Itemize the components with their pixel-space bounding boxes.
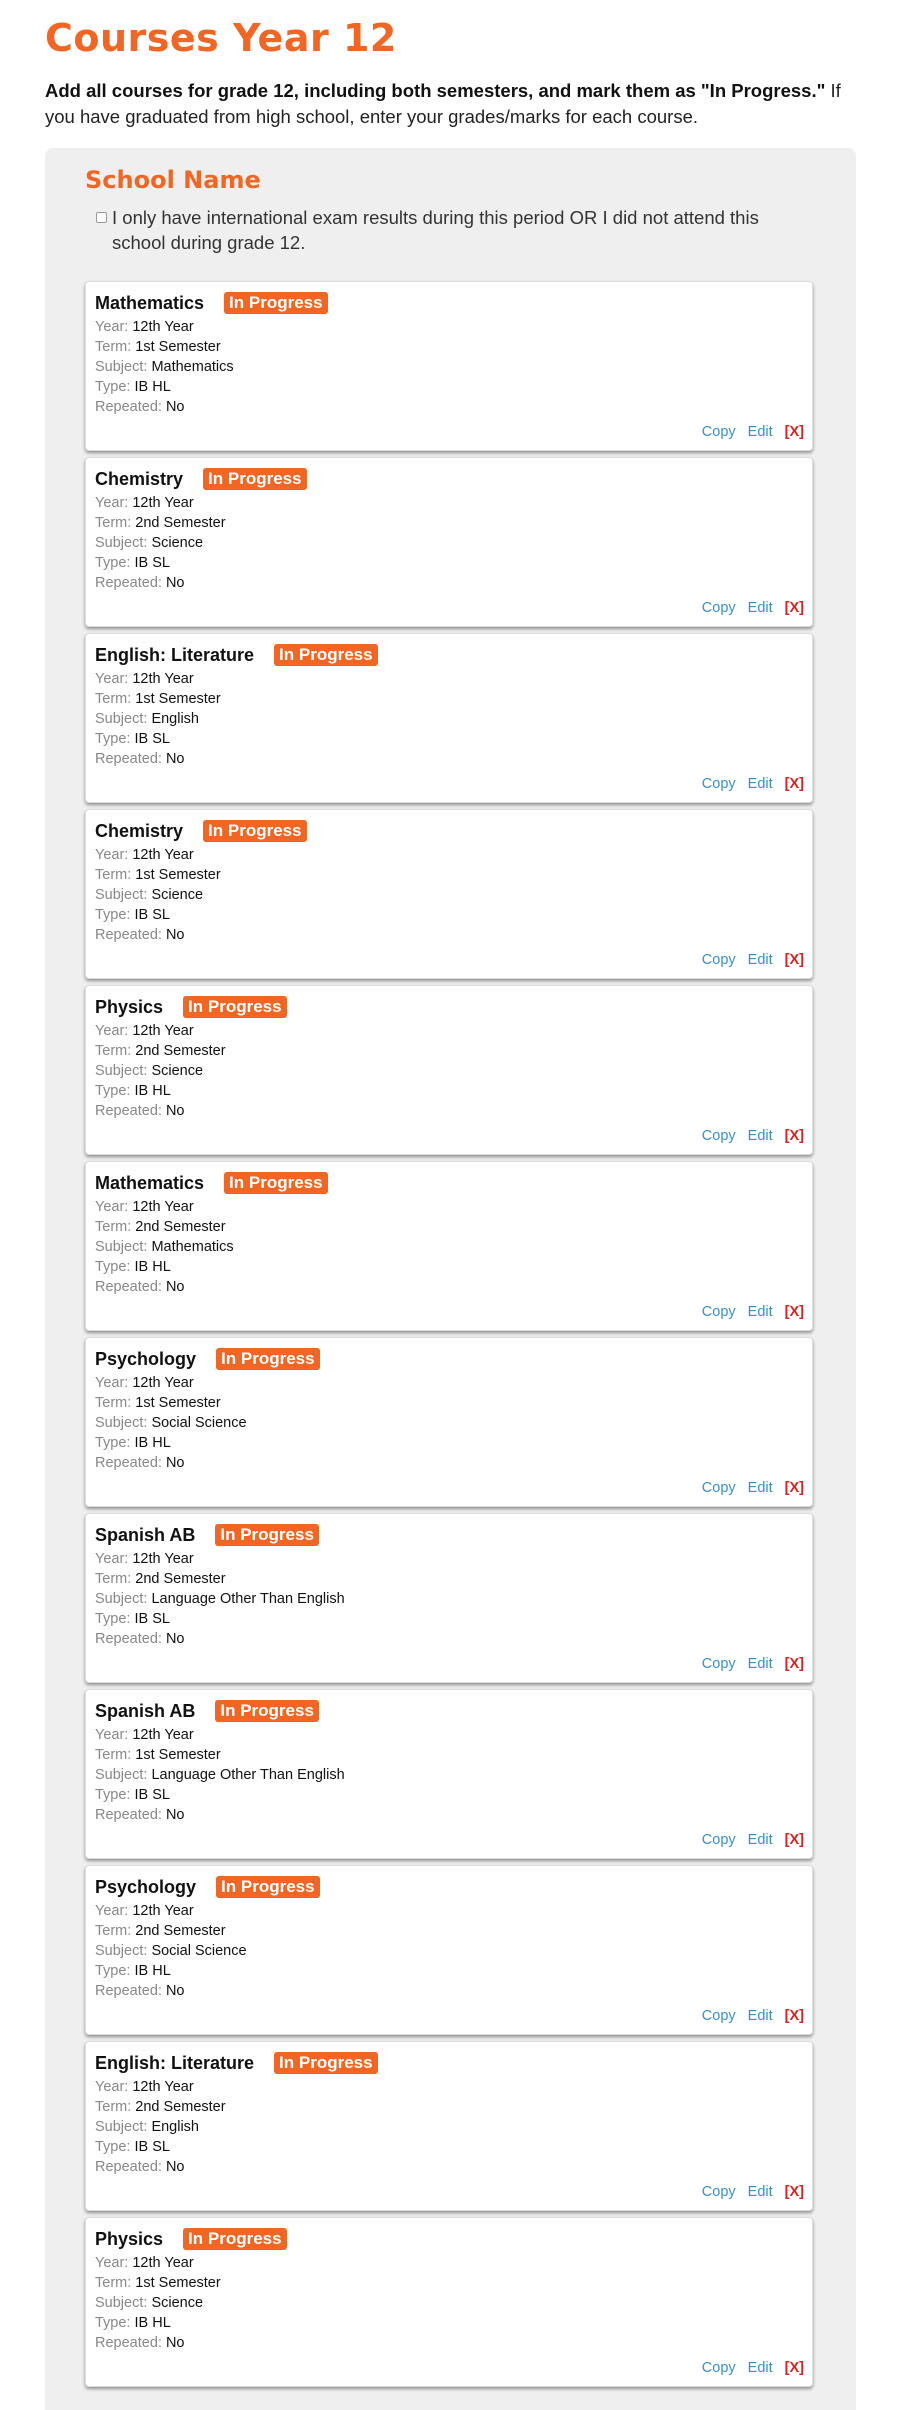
course-type-label: Type: xyxy=(95,555,131,571)
course-year-value: 12th Year xyxy=(132,495,194,511)
course-card-header xyxy=(95,292,328,314)
course-subject-row xyxy=(95,357,234,377)
course-card xyxy=(85,1513,813,1683)
course-details xyxy=(95,1549,345,1649)
copy-course-link[interactable]: Copy xyxy=(701,1832,736,1848)
course-subject-row xyxy=(95,1765,345,1785)
copy-course-link[interactable]: Copy xyxy=(701,2008,736,2024)
course-subject-row xyxy=(95,885,221,905)
course-subject-value: Social Science xyxy=(151,1943,247,1959)
course-card-header xyxy=(95,2052,378,2074)
course-year-value: 12th Year xyxy=(132,2255,194,2271)
copy-course-link[interactable]: Copy xyxy=(701,424,736,440)
course-actions xyxy=(690,2184,804,2200)
course-card xyxy=(85,1161,813,1331)
copy-course-link[interactable]: Copy xyxy=(701,1480,736,1496)
course-name: English: Literature xyxy=(95,644,255,665)
course-type-value: IB SL xyxy=(134,1611,170,1627)
course-repeated-row xyxy=(95,1981,247,2001)
delete-course-link[interactable]: [X] xyxy=(784,2008,804,2024)
course-card-header xyxy=(95,1524,319,1546)
course-subject-value: Science xyxy=(151,2295,204,2311)
course-type-value: IB HL xyxy=(134,1259,171,1275)
course-actions xyxy=(690,952,804,968)
course-name: Mathematics xyxy=(95,292,205,313)
course-term-value: 1st Semester xyxy=(135,1747,221,1763)
course-actions xyxy=(690,1128,804,1144)
course-name: Spanish AB xyxy=(95,1700,196,1721)
course-year-row xyxy=(95,2253,221,2273)
course-year-label: Year: xyxy=(95,1023,129,1039)
status-badge: In Progress xyxy=(215,1524,319,1546)
edit-course-link[interactable]: Edit xyxy=(747,1832,773,1848)
course-card-header xyxy=(95,2228,287,2250)
course-name: Physics xyxy=(95,996,164,1017)
course-name: Spanish AB xyxy=(95,1524,196,1545)
course-subject-label: Subject: xyxy=(95,359,148,375)
course-type-value: IB HL xyxy=(134,2315,171,2331)
course-repeated-row xyxy=(95,2333,221,2353)
course-term-label: Term: xyxy=(95,2099,132,2115)
course-term-label: Term: xyxy=(95,1747,132,1763)
course-type-value: IB SL xyxy=(134,907,170,923)
course-year-label: Year: xyxy=(95,2079,129,2095)
course-subject-label: Subject: xyxy=(95,535,148,551)
course-term-row xyxy=(95,1921,247,1941)
course-subject-value: Science xyxy=(151,1063,204,1079)
course-type-row xyxy=(95,1257,234,1277)
delete-course-link[interactable]: [X] xyxy=(784,2360,804,2376)
course-year-value: 12th Year xyxy=(132,1199,194,1215)
course-repeated-label: Repeated: xyxy=(95,1807,162,1823)
course-term-value: 2nd Semester xyxy=(135,1219,226,1235)
course-type-value: IB HL xyxy=(134,379,171,395)
course-type-row xyxy=(95,2137,226,2157)
delete-course-link[interactable]: [X] xyxy=(784,1832,804,1848)
course-repeated-label: Repeated: xyxy=(95,1103,162,1119)
school-panel xyxy=(45,148,856,2410)
course-term-value: 1st Semester xyxy=(135,339,221,355)
course-details xyxy=(95,1373,247,1473)
course-year-row xyxy=(95,1549,345,1569)
course-type-label: Type: xyxy=(95,731,131,747)
copy-course-link[interactable]: Copy xyxy=(701,1304,736,1320)
course-repeated-row xyxy=(95,1277,234,1297)
course-year-label: Year: xyxy=(95,1551,129,1567)
copy-course-link[interactable]: Copy xyxy=(701,2184,736,2200)
course-name: Chemistry xyxy=(95,468,184,489)
course-type-label: Type: xyxy=(95,2315,131,2331)
course-term-row xyxy=(95,689,221,709)
course-term-row xyxy=(95,1217,234,1237)
page-intro xyxy=(45,78,865,130)
page-title: Courses Year 12 xyxy=(45,16,397,60)
course-subject-row xyxy=(95,1589,345,1609)
course-name: Chemistry xyxy=(95,820,184,841)
course-actions xyxy=(690,776,804,792)
course-subject-row xyxy=(95,1413,247,1433)
course-subject-label: Subject: xyxy=(95,1591,148,1607)
course-repeated-value: No xyxy=(165,399,185,415)
course-repeated-value: No xyxy=(165,575,185,591)
course-subject-row xyxy=(95,533,226,553)
course-type-label: Type: xyxy=(95,1787,131,1803)
course-type-label: Type: xyxy=(95,2139,131,2155)
status-badge: In Progress xyxy=(274,644,378,666)
course-repeated-label: Repeated: xyxy=(95,399,162,415)
course-type-label: Type: xyxy=(95,1083,131,1099)
course-repeated-row xyxy=(95,2157,226,2177)
delete-course-link[interactable]: [X] xyxy=(784,424,804,440)
course-repeated-row xyxy=(95,925,221,945)
course-type-label: Type: xyxy=(95,1435,131,1451)
course-repeated-value: No xyxy=(165,2159,185,2175)
course-card xyxy=(85,985,813,1155)
course-subject-label: Subject: xyxy=(95,1943,148,1959)
course-term-label: Term: xyxy=(95,1219,132,1235)
course-term-label: Term: xyxy=(95,691,132,707)
course-subject-value: Science xyxy=(151,887,204,903)
course-subject-value: English xyxy=(151,2119,199,2135)
course-term-label: Term: xyxy=(95,1571,132,1587)
course-term-value: 1st Semester xyxy=(135,867,221,883)
delete-course-link[interactable]: [X] xyxy=(784,1480,804,1496)
status-badge: In Progress xyxy=(183,996,287,1018)
course-term-value: 1st Semester xyxy=(135,1395,221,1411)
course-repeated-label: Repeated: xyxy=(95,751,162,767)
course-term-row xyxy=(95,1745,345,1765)
course-term-value: 2nd Semester xyxy=(135,1571,226,1587)
course-year-value: 12th Year xyxy=(132,671,194,687)
course-year-label: Year: xyxy=(95,1903,129,1919)
course-type-label: Type: xyxy=(95,379,131,395)
edit-course-link[interactable]: Edit xyxy=(747,1128,773,1144)
edit-course-link[interactable]: Edit xyxy=(747,776,773,792)
course-repeated-value: No xyxy=(165,1279,185,1295)
course-actions xyxy=(690,1832,804,1848)
course-subject-value: Social Science xyxy=(151,1415,247,1431)
intro-rest: If you have graduated from high school, enter your grades/marks for each course. xyxy=(45,80,841,127)
course-name: Physics xyxy=(95,2228,164,2249)
course-type-label: Type: xyxy=(95,907,131,923)
course-card xyxy=(85,2217,813,2387)
edit-course-link[interactable]: Edit xyxy=(747,1656,773,1672)
intl-exam-label[interactable]: I only have international exam results during this period OR I did not attend this school during grade 12. xyxy=(112,207,759,253)
course-year-label: Year: xyxy=(95,2255,129,2271)
course-term-label: Term: xyxy=(95,515,132,531)
course-details xyxy=(95,1901,247,2001)
course-subject-label: Subject: xyxy=(95,2119,148,2135)
course-card xyxy=(85,809,813,979)
course-year-row xyxy=(95,1725,345,1745)
course-term-value: 1st Semester xyxy=(135,691,221,707)
course-repeated-value: No xyxy=(165,751,185,767)
course-details xyxy=(95,2253,221,2353)
course-actions xyxy=(690,1480,804,1496)
edit-course-link[interactable]: Edit xyxy=(747,1304,773,1320)
course-type-label: Type: xyxy=(95,1611,131,1627)
course-repeated-value: No xyxy=(165,927,185,943)
course-repeated-row xyxy=(95,1101,226,1121)
edit-course-link[interactable]: Edit xyxy=(747,2008,773,2024)
course-subject-label: Subject: xyxy=(95,887,148,903)
status-badge: In Progress xyxy=(203,468,307,490)
course-subject-row xyxy=(95,709,221,729)
course-term-value: 2nd Semester xyxy=(135,515,226,531)
course-actions xyxy=(690,1304,804,1320)
status-badge: In Progress xyxy=(224,292,328,314)
status-badge: In Progress xyxy=(216,1348,320,1370)
course-repeated-row xyxy=(95,1453,247,1473)
status-badge: In Progress xyxy=(183,2228,287,2250)
course-details xyxy=(95,493,226,593)
course-repeated-row xyxy=(95,397,234,417)
course-subject-label: Subject: xyxy=(95,1239,148,1255)
course-year-label: Year: xyxy=(95,1199,129,1215)
course-type-value: IB HL xyxy=(134,1083,171,1099)
course-year-label: Year: xyxy=(95,495,129,511)
course-subject-label: Subject: xyxy=(95,1767,148,1783)
course-year-label: Year: xyxy=(95,847,129,863)
course-subject-value: English xyxy=(151,711,199,727)
course-year-row xyxy=(95,1901,247,1921)
course-year-value: 12th Year xyxy=(132,1727,194,1743)
copy-course-link[interactable]: Copy xyxy=(701,1128,736,1144)
course-term-row xyxy=(95,513,226,533)
course-actions xyxy=(690,2008,804,2024)
course-subject-row xyxy=(95,1941,247,1961)
course-type-value: IB SL xyxy=(134,1787,170,1803)
course-year-value: 12th Year xyxy=(132,2079,194,2095)
intl-exam-checkbox[interactable] xyxy=(96,212,107,223)
status-badge: In Progress xyxy=(216,1876,320,1898)
course-card-header xyxy=(95,1172,328,1194)
course-year-value: 12th Year xyxy=(132,1023,194,1039)
course-year-row xyxy=(95,2077,226,2097)
course-card xyxy=(85,1337,813,1507)
course-card xyxy=(85,633,813,803)
copy-course-link[interactable]: Copy xyxy=(701,776,736,792)
course-repeated-label: Repeated: xyxy=(95,1455,162,1471)
status-badge: In Progress xyxy=(274,2052,378,2074)
course-type-value: IB SL xyxy=(134,2139,170,2155)
course-card xyxy=(85,1865,813,2035)
delete-course-link[interactable]: [X] xyxy=(784,952,804,968)
course-details xyxy=(95,317,234,417)
course-type-label: Type: xyxy=(95,1963,131,1979)
course-year-label: Year: xyxy=(95,1727,129,1743)
status-badge: In Progress xyxy=(224,1172,328,1194)
course-term-value: 2nd Semester xyxy=(135,1043,226,1059)
course-actions xyxy=(690,1656,804,1672)
course-details xyxy=(95,1021,226,1121)
course-type-row xyxy=(95,1081,226,1101)
course-type-row xyxy=(95,729,221,749)
course-subject-value: Language Other Than English xyxy=(151,1767,345,1783)
course-repeated-value: No xyxy=(165,2335,185,2351)
course-repeated-label: Repeated: xyxy=(95,2335,162,2351)
course-type-row xyxy=(95,1609,345,1629)
course-term-value: 2nd Semester xyxy=(135,1923,226,1939)
course-subject-label: Subject: xyxy=(95,711,148,727)
course-card-header xyxy=(95,1348,320,1370)
course-term-label: Term: xyxy=(95,339,132,355)
course-details xyxy=(95,1197,234,1297)
course-type-row xyxy=(95,1785,345,1805)
course-term-label: Term: xyxy=(95,1043,132,1059)
edit-course-link[interactable]: Edit xyxy=(747,2184,773,2200)
edit-course-link[interactable]: Edit xyxy=(747,2360,773,2376)
course-year-row xyxy=(95,1373,247,1393)
course-repeated-value: No xyxy=(165,1807,185,1823)
edit-course-link[interactable]: Edit xyxy=(747,952,773,968)
course-year-row xyxy=(95,845,221,865)
course-year-row xyxy=(95,1021,226,1041)
delete-course-link[interactable]: [X] xyxy=(784,1304,804,1320)
course-repeated-label: Repeated: xyxy=(95,2159,162,2175)
course-term-row xyxy=(95,1041,226,1061)
intl-exam-option xyxy=(96,205,816,255)
course-year-value: 12th Year xyxy=(132,319,194,335)
course-subject-value: Mathematics xyxy=(151,359,234,375)
school-name: School Name xyxy=(85,166,261,194)
course-subject-value: Science xyxy=(151,535,204,551)
course-term-row xyxy=(95,2097,226,2117)
course-year-value: 12th Year xyxy=(132,1551,194,1567)
course-card xyxy=(85,457,813,627)
course-repeated-row xyxy=(95,1805,345,1825)
course-year-label: Year: xyxy=(95,319,129,335)
status-badge: In Progress xyxy=(203,820,307,842)
course-term-row xyxy=(95,1569,345,1589)
course-card-header xyxy=(95,468,307,490)
course-type-row xyxy=(95,905,221,925)
course-details xyxy=(95,1725,345,1825)
course-subject-label: Subject: xyxy=(95,2295,148,2311)
copy-course-link[interactable]: Copy xyxy=(701,600,736,616)
course-term-label: Term: xyxy=(95,2275,132,2291)
course-term-label: Term: xyxy=(95,867,132,883)
edit-course-link[interactable]: Edit xyxy=(747,1480,773,1496)
course-repeated-row xyxy=(95,749,221,769)
copy-course-link[interactable]: Copy xyxy=(701,1656,736,1672)
delete-course-link[interactable]: [X] xyxy=(784,1128,804,1144)
course-subject-value: Language Other Than English xyxy=(151,1591,345,1607)
course-repeated-label: Repeated: xyxy=(95,927,162,943)
course-card xyxy=(85,281,813,451)
course-name: English: Literature xyxy=(95,2052,255,2073)
course-repeated-row xyxy=(95,573,226,593)
course-subject-row xyxy=(95,2293,221,2313)
course-name: Mathematics xyxy=(95,1172,205,1193)
intro-bold: Add all courses for grade 12, including both semesters, and mark them as "In Progress." xyxy=(45,80,826,101)
course-type-row xyxy=(95,553,226,573)
course-term-row xyxy=(95,865,221,885)
course-year-row xyxy=(95,669,221,689)
course-type-value: IB HL xyxy=(134,1963,171,1979)
edit-course-link[interactable]: Edit xyxy=(747,424,773,440)
course-name: Psychology xyxy=(95,1876,197,1897)
delete-course-link[interactable]: [X] xyxy=(784,600,804,616)
course-term-value: 1st Semester xyxy=(135,2275,221,2291)
course-repeated-value: No xyxy=(165,1103,185,1119)
course-year-label: Year: xyxy=(95,1375,129,1391)
course-actions xyxy=(690,600,804,616)
delete-course-link[interactable]: [X] xyxy=(784,1656,804,1672)
course-term-label: Term: xyxy=(95,1923,132,1939)
course-type-label: Type: xyxy=(95,1259,131,1275)
copy-course-link[interactable]: Copy xyxy=(701,2360,736,2376)
course-type-value: IB HL xyxy=(134,1435,171,1451)
course-card-header xyxy=(95,1700,319,1722)
course-year-value: 12th Year xyxy=(132,847,194,863)
status-badge: In Progress xyxy=(215,1700,319,1722)
course-subject-row xyxy=(95,1061,226,1081)
course-term-value: 2nd Semester xyxy=(135,2099,226,2115)
copy-course-link[interactable]: Copy xyxy=(701,952,736,968)
course-subject-row xyxy=(95,2117,226,2137)
course-type-row xyxy=(95,1961,247,1981)
course-name: Psychology xyxy=(95,1348,197,1369)
course-card-header xyxy=(95,644,378,666)
course-repeated-value: No xyxy=(165,1631,185,1647)
course-repeated-label: Repeated: xyxy=(95,575,162,591)
course-subject-value: Mathematics xyxy=(151,1239,234,1255)
course-year-row xyxy=(95,317,234,337)
course-term-row xyxy=(95,2273,221,2293)
course-year-row xyxy=(95,1197,234,1217)
delete-course-link[interactable]: [X] xyxy=(784,2184,804,2200)
course-year-value: 12th Year xyxy=(132,1903,194,1919)
course-repeated-label: Repeated: xyxy=(95,1279,162,1295)
course-repeated-label: Repeated: xyxy=(95,1983,162,1999)
course-subject-label: Subject: xyxy=(95,1063,148,1079)
course-repeated-value: No xyxy=(165,1455,185,1471)
course-card-header xyxy=(95,996,287,1018)
course-type-row xyxy=(95,2313,221,2333)
course-actions xyxy=(690,424,804,440)
course-type-value: IB SL xyxy=(134,555,170,571)
course-year-value: 12th Year xyxy=(132,1375,194,1391)
course-type-row xyxy=(95,377,234,397)
course-repeated-row xyxy=(95,1629,345,1649)
course-term-row xyxy=(95,1393,247,1413)
delete-course-link[interactable]: [X] xyxy=(784,776,804,792)
course-term-label: Term: xyxy=(95,1395,132,1411)
course-year-label: Year: xyxy=(95,671,129,687)
course-type-row xyxy=(95,1433,247,1453)
course-card-header xyxy=(95,1876,320,1898)
edit-course-link[interactable]: Edit xyxy=(747,600,773,616)
course-term-row xyxy=(95,337,234,357)
course-repeated-value: No xyxy=(165,1983,185,1999)
course-details xyxy=(95,669,221,769)
course-type-value: IB SL xyxy=(134,731,170,747)
course-details xyxy=(95,845,221,945)
course-card xyxy=(85,2041,813,2211)
course-details xyxy=(95,2077,226,2177)
course-actions xyxy=(690,2360,804,2376)
course-year-row xyxy=(95,493,226,513)
course-repeated-label: Repeated: xyxy=(95,1631,162,1647)
course-subject-label: Subject: xyxy=(95,1415,148,1431)
course-card-header xyxy=(95,820,307,842)
course-subject-row xyxy=(95,1237,234,1257)
course-card xyxy=(85,1689,813,1859)
